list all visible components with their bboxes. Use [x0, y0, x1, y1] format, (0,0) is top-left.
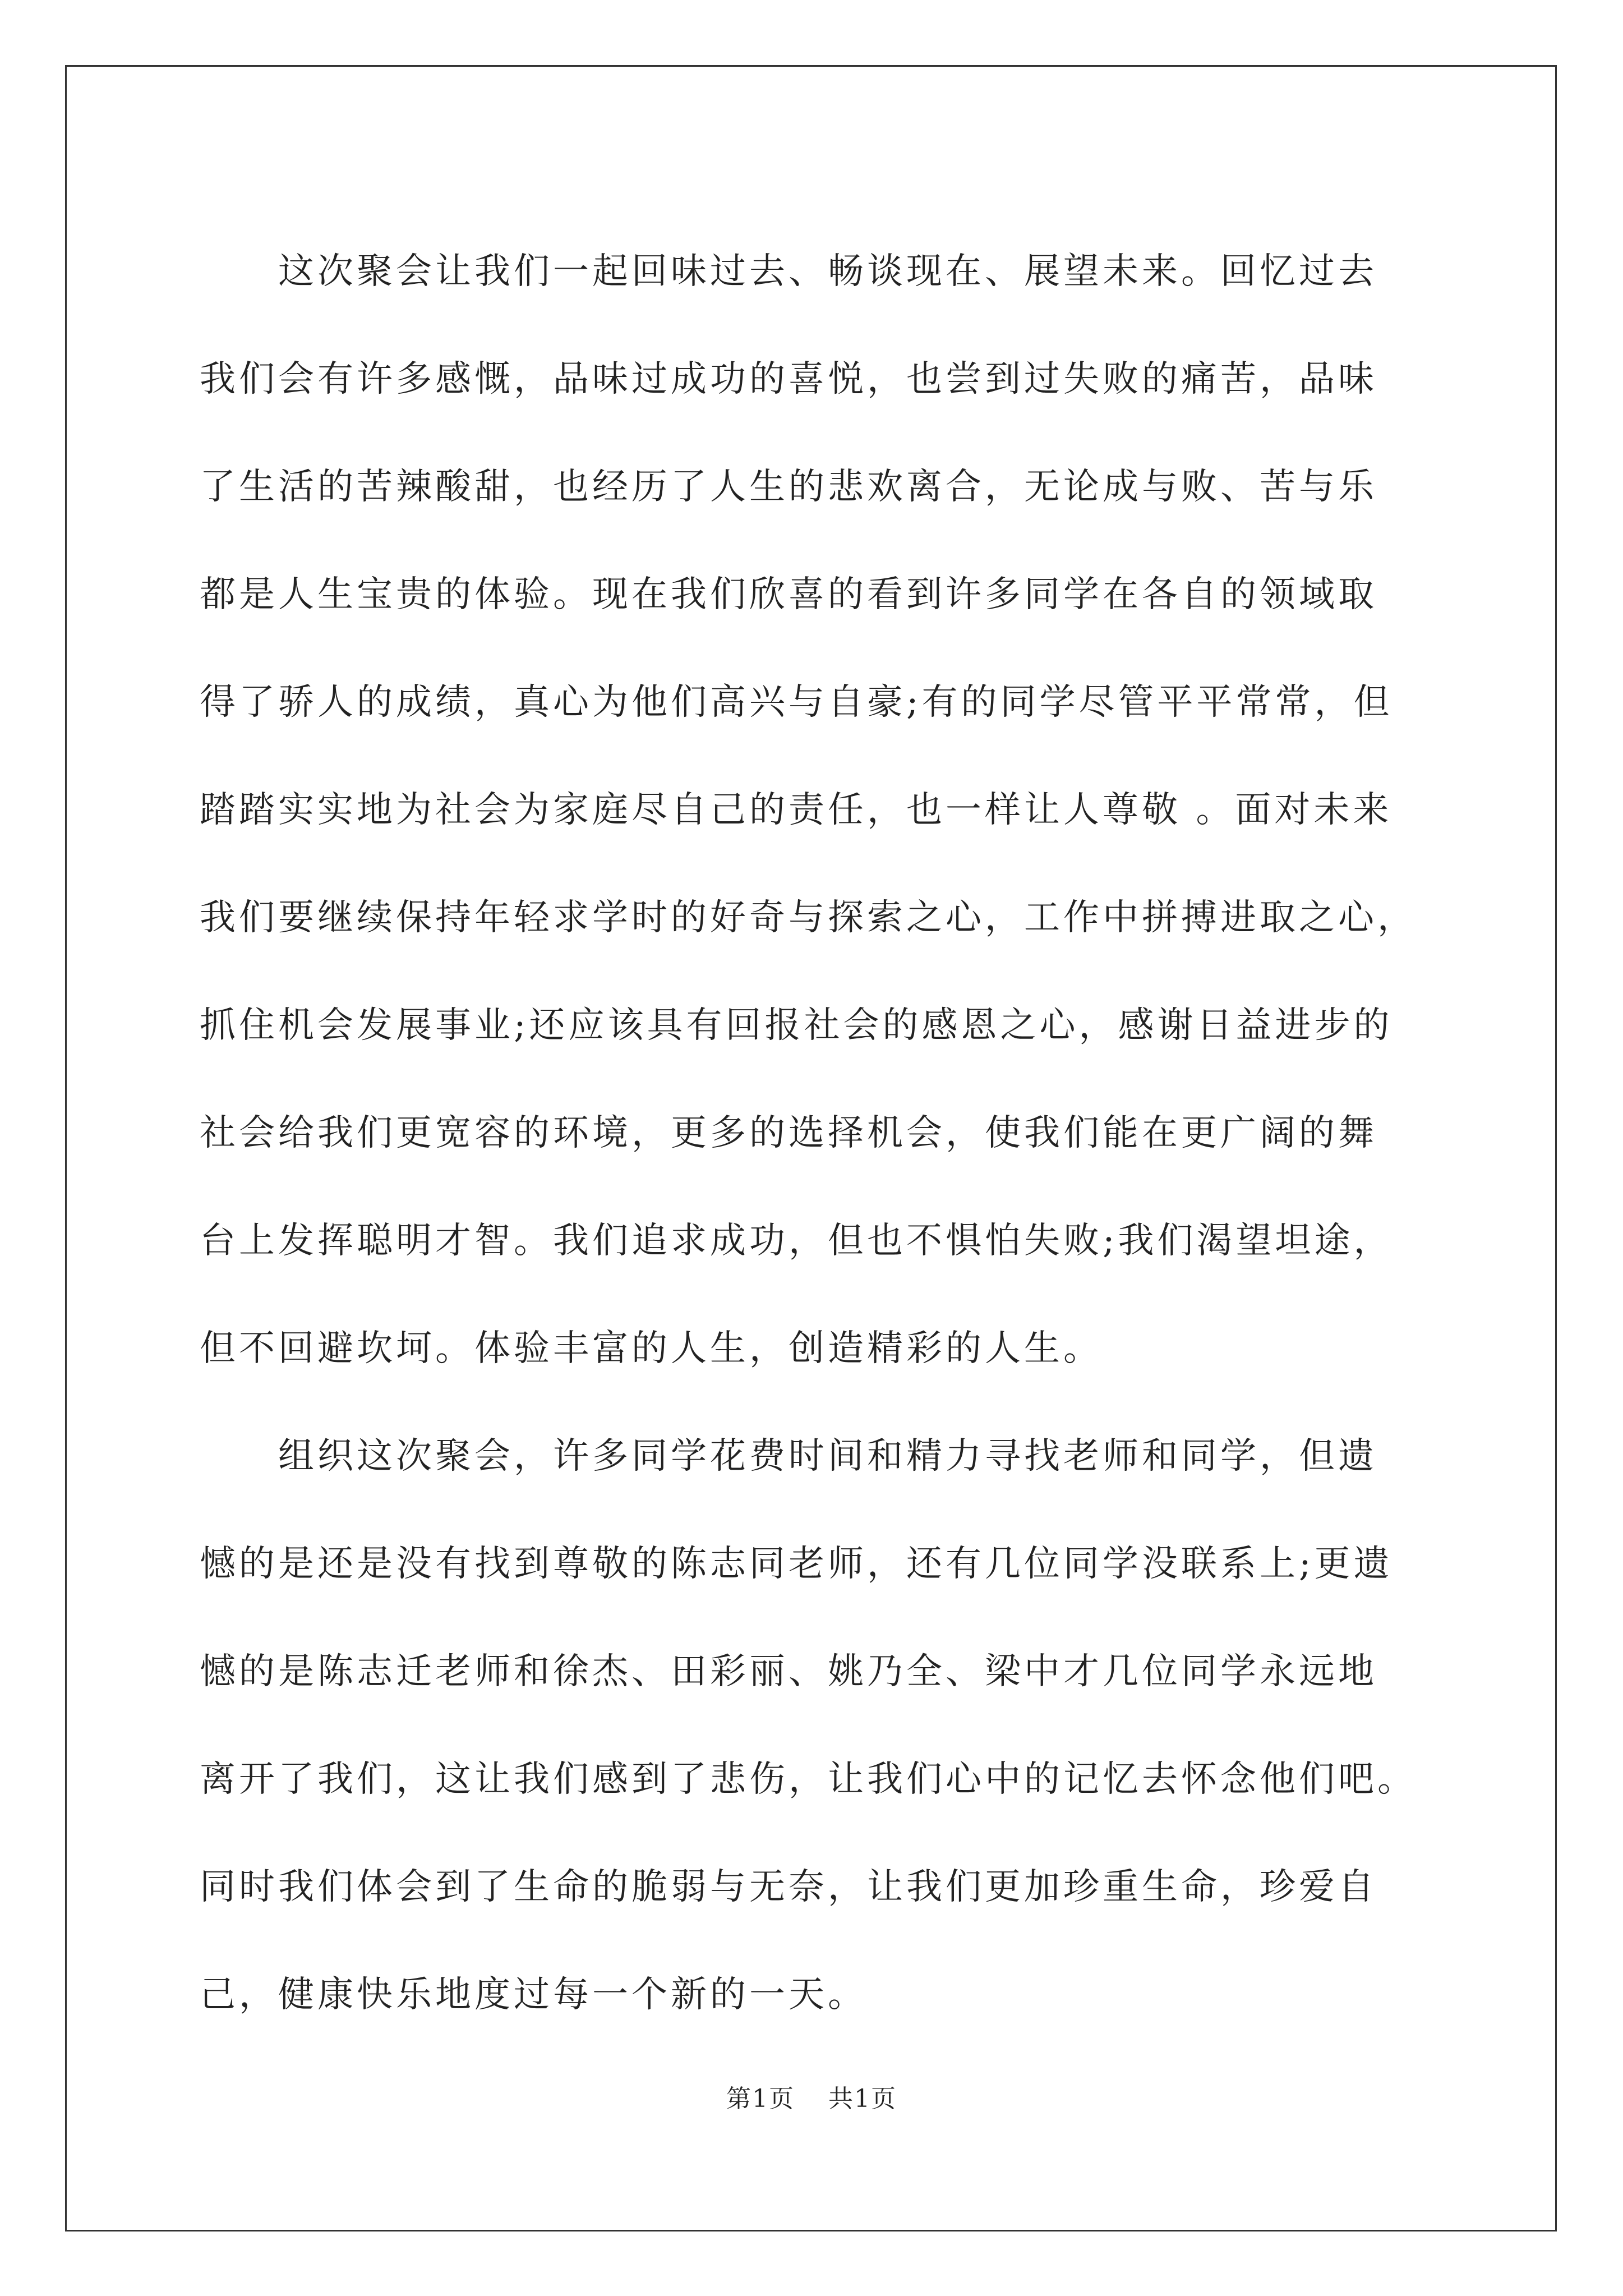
text-line: 了生活的苦辣酸甜，也经历了人生的悲欢离合，无论成与败、苦与乐 [200, 466, 1377, 508]
document-body [200, 218, 1433, 2049]
text-line: 台上发挥聪明才智。我们追求成功，但也不惧怕失败;我们渴望坦途， [200, 1220, 1393, 1262]
text-line: 得了骄人的成绩，真心为他们高兴与自豪;有的同学尽管平平常常，但 [200, 682, 1393, 723]
text-line: 憾的是还是没有找到尊敬的陈志同老师，还有几位同学没联系上;更遗 [200, 1543, 1393, 1585]
page-number: 第1页 [726, 2085, 795, 2113]
paragraph-1 [200, 218, 1433, 1402]
text-line: 离开了我们，这让我们感到了悲伤，让我们心中的记忆去怀念他们吧。 [200, 1759, 1417, 1800]
text-line: 我们要继续保持年轻求学时的好奇与探索之心，工作中拼搏进取之心， [200, 897, 1417, 938]
text-line: 社会给我们更宽容的环境，更多的选择机会，使我们能在更广阔的舞 [200, 1112, 1377, 1154]
text-line: 但不回避坎坷。体验丰富的人生，创造精彩的人生。 [200, 1328, 1103, 1369]
text-line: 己，健康快乐地度过每一个新的一天。 [200, 1974, 867, 2016]
page-footer [0, 2078, 1623, 2114]
text-line: 这次聚会让我们一起回味过去、畅谈现在、展望未来。回忆过去 [278, 251, 1377, 292]
text-line: 组织这次聚会，许多同学花费时间和精力寻找老师和同学，但遗 [278, 1435, 1377, 1477]
paragraph-2 [200, 1402, 1433, 2049]
text-line: 我们会有许多感慨，品味过成功的喜悦，也尝到过失败的痛苦，品味 [200, 358, 1377, 400]
text-line: 憾的是陈志迁老师和徐杰、田彩丽、姚乃全、梁中才几位同学永远地 [200, 1651, 1377, 1692]
text-line: 抓住机会发展事业;还应该具有回报社会的感恩之心，感谢日益进步的 [200, 1005, 1393, 1046]
text-line: 都是人生宝贵的体验。现在我们欣喜的看到许多同学在各自的领域取 [200, 574, 1377, 615]
text-line: 同时我们体会到了生命的脆弱与无奈，让我们更加珍重生命，珍爱自 [200, 1866, 1377, 1908]
page-total: 共1页 [828, 2085, 897, 2113]
text-line: 踏踏实实地为社会为家庭尽自己的责任，也一样让人尊敬 。面对未来 [200, 789, 1393, 831]
